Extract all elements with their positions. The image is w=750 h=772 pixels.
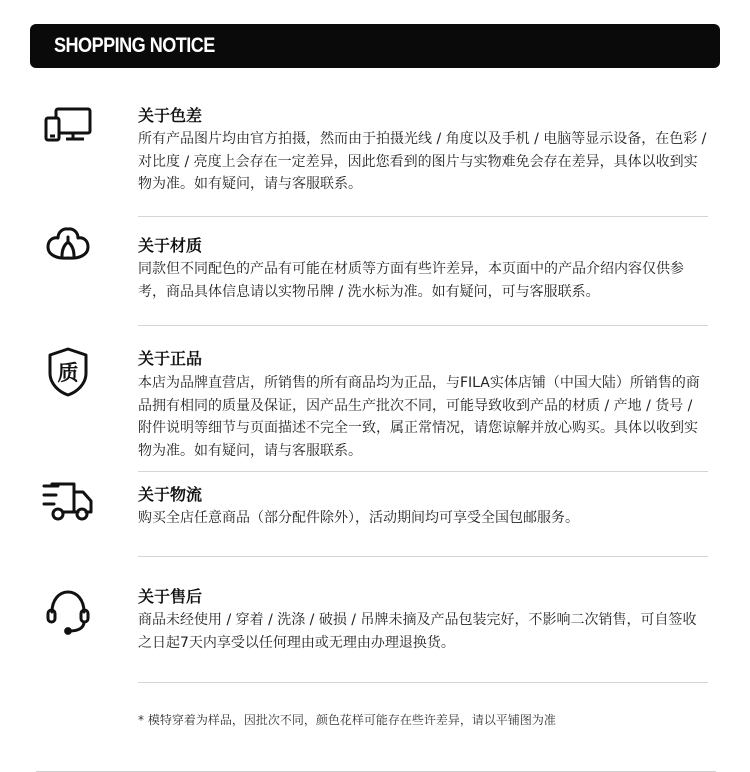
quality-shield-text: 质 — [57, 361, 79, 385]
section-title-logistics: 关于物流 — [138, 485, 203, 504]
section-body-authentic: 本店为品牌直营店，所销售的所有商品均为正品，与FILA实体店铺（中国大陆）所销售的商品拥有相同的质量及保证，因产品生产批次不同，可能导致收到产品的材质 / 产地 / 货号 / 附件说明等细节与页面描述不完全一致，属正常情况，请您谅解并放心购买。具体以收到实物为准。如有疑问，请与客服联系。 — [138, 375, 700, 459]
quality-shield-icon — [40, 344, 96, 400]
section-body-logistics: 购买全店任意商品（部分配件除外），活动期间均可享受全国包邮服务。 — [138, 510, 579, 526]
section-title-material: 关于材质 — [138, 236, 203, 255]
footnote: * 模特穿着为样品，因批次不同，颜色花样可能存在些许差异，请以平铺图为准 — [138, 713, 556, 727]
headset-icon — [40, 582, 96, 638]
divider — [138, 216, 708, 217]
notice-header — [30, 24, 720, 68]
section-title-color: 关于色差 — [138, 106, 203, 125]
divider — [138, 325, 708, 326]
section-title-aftersales: 关于售后 — [138, 587, 203, 606]
divider — [138, 682, 708, 683]
section-body-color: 所有产品图片均由官方拍摄，然而由于拍摄光线 / 角度以及手机 / 电脑等显示设备，在色彩 / 对比度 / 亮度上会存在一定差异，因此您看到的图片与实物难免会存在差异，具体以收到实物为准。如有疑问，请与客服联系。 — [138, 131, 707, 192]
cotton-icon — [40, 219, 96, 275]
divider — [138, 556, 708, 557]
devices-icon — [40, 101, 96, 157]
divider — [138, 471, 708, 472]
header-title: SHOPPING NOTICE — [54, 34, 215, 57]
section-body-material: 同款但不同配色的产品有可能在材质等方面有些许差异，本页面中的产品介绍内容仅供参考，商品具体信息请以实物吊牌 / 洗水标为准。如有疑问，可与客服联系。 — [138, 261, 684, 300]
delivery-truck-icon — [40, 474, 96, 530]
section-body-aftersales: 商品未经使用 / 穿着 / 洗涤 / 破损 / 吊牌未摘及产品包装完好，不影响二次销售，可自签收之日起7天内享受以任何理由或无理由办理退换货。 — [138, 612, 697, 651]
section-title-authentic: 关于正品 — [138, 349, 203, 368]
